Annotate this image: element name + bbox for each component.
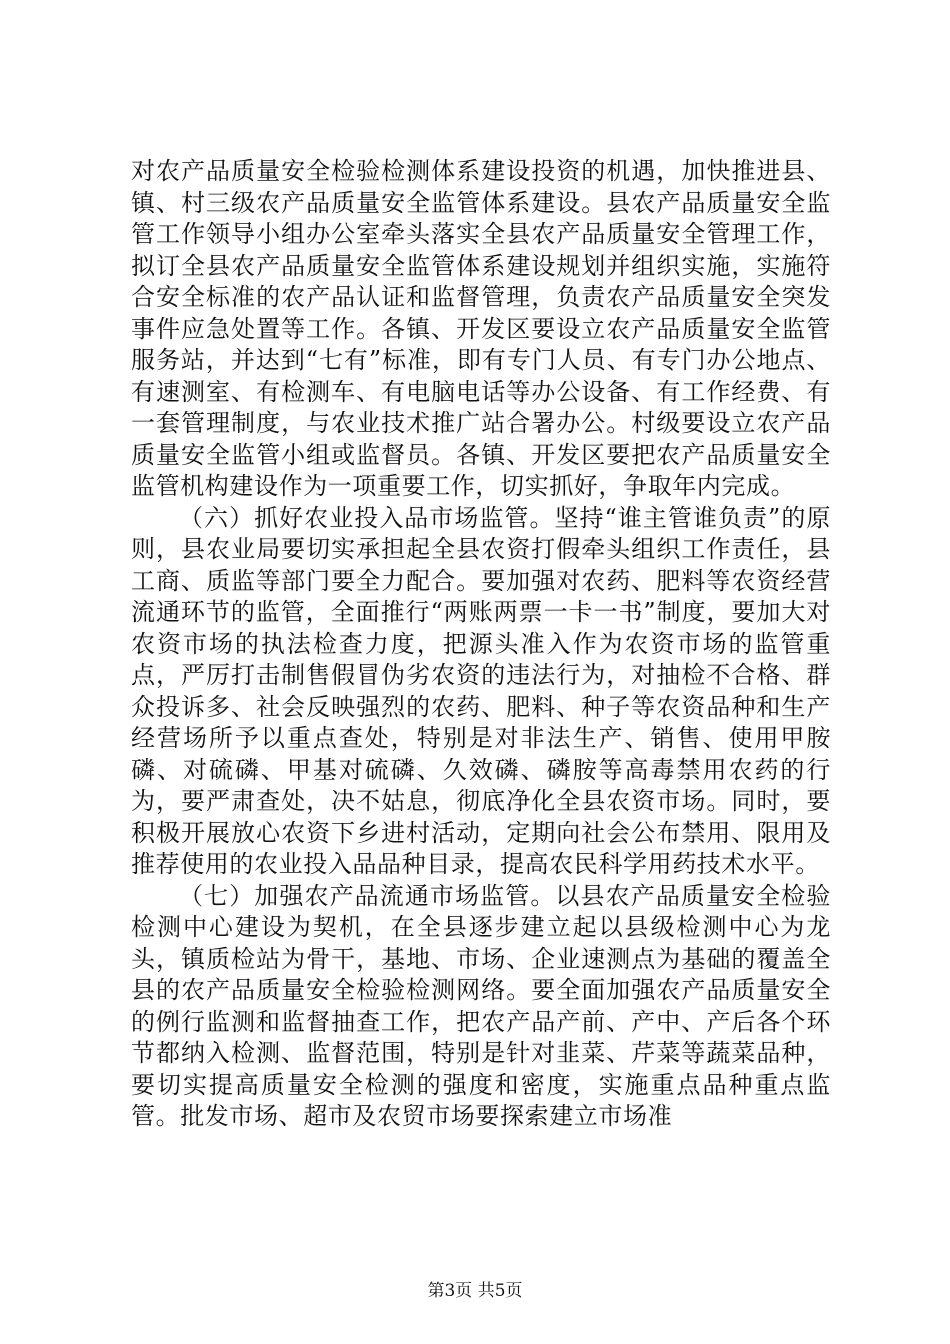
paragraph-continued: 对农产品质量安全检验检测体系建设投资的机遇，加快推进县、镇、村三级农产品质量安全监管体系建设。县农产品质量安全监管工作领导小组办公室牵头落实全县农产品质量安全管理工作，拟订全县农产品质量安全监管体系建设规划并组织实施，实施符合安全标准的农产品认证和监督管理，负责农产品质量安全突发事件应急处置等工作。各镇、开发区要设立农产品质量安全监管服务站，并达到“七有”标准，即有专门人员、有专门办公地点、有速测室、有检测车、有电脑电话等办公设备、有工作经费、有一套管理制度，与农业技术推广站合署办公。村级要设立农产品质量安全监管小组或监督员。各镇、开发区要把农产品质量安全监管机构建设作为一项重要工作，切实抓好，争取年内完成。 xyxy=(131,157,831,500)
page-footer: 第3页 共5页 xyxy=(427,1281,523,1301)
paragraph-section-six: （六）抓好农业投入品市场监管。坚持“谁主管谁负责”的原则，县农业局要切实承担起全县农资打假牵头组织工作责任，县工商、质监等部门要全力配合。要加强对农药、肥料等农资经营流通环节的监管，全面推行“两账两票一卡一书”制度，要加大对农资市场的执法检查力度，把源头准入作为农资市场的监管重点，严厉打击制售假冒伪劣农资的违法行为，对抽检不合格、群众投诉多、社会反映强烈的农药、肥料、种子等农资品种和生产经营场所予以重点查处，特别是对非法生产、销售、使用甲胺磷、对硫磷、甲基对硫磷、久效磷、磷胺等高毒禁用农药的行为，要严肃查处，决不姑息，彻底净化全县农资市场。同时，要积极开展放心农资下乡进村活动，定期向社会公布禁用、限用及推荐使用的农业投入品品种目录，提高农民科学用药技术水平。 xyxy=(131,503,831,878)
document-body xyxy=(131,156,831,1133)
paragraph-section-seven: （七）加强农产品流通市场监管。以县农产品质量安全检验检测中心建设为契机，在全县逐步建立起以县级检测中心为龙头，镇质检站为骨干，基地、市场、企业速测点为基础的覆盖全县的农产品质量安全检验检测网络。要全面加强农产品质量安全的例行监测和监督抽查工作，把农产品产前、产中、产后各个环节都纳入检测、监督范围，特别是针对韭菜、芹菜等蔬菜品种，要切实提高质量安全检测的强度和密度，实施重点品种重点监管。批发市场、超市及农贸市场要探索建立市场准 xyxy=(131,881,831,1130)
